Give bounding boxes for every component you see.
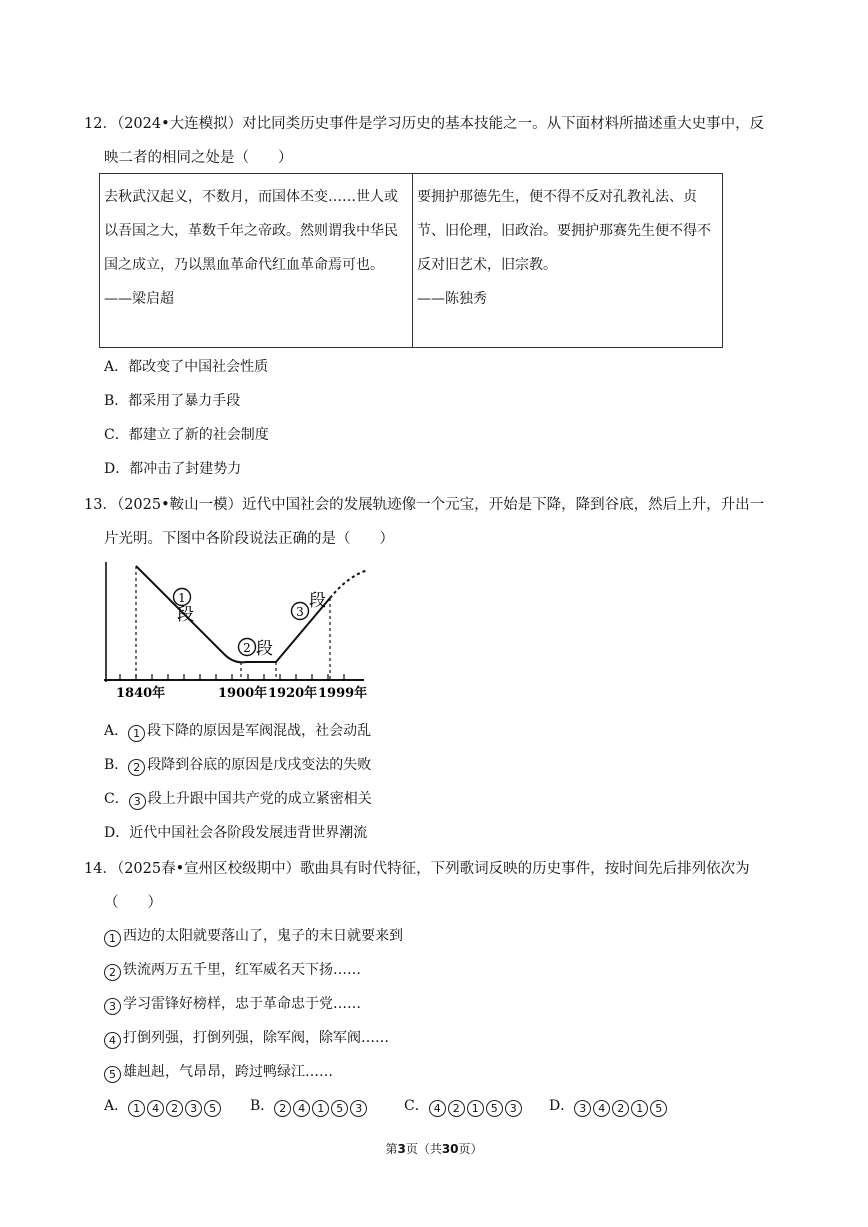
q13-trajectory-figure [100, 558, 375, 703]
q13-option-a-letter: A． [104, 723, 129, 739]
q14-option-d[interactable] [549, 1095, 669, 1117]
circle-2: 2 [128, 759, 145, 776]
circle-3: 3 [185, 1100, 202, 1117]
q14-option-b-letter: B． [250, 1098, 275, 1114]
circle-5: 5 [650, 1100, 667, 1117]
q14-stem-line2: （ ） [104, 895, 162, 911]
circle-4: 4 [293, 1100, 310, 1117]
q12-option-b[interactable]: B．都采用了暴力手段 [104, 393, 241, 409]
q12-option-d[interactable]: D．都冲击了封建势力 [104, 461, 242, 477]
circle-5: 5 [204, 1100, 221, 1117]
stage1-label: 段 [177, 605, 194, 625]
q13-option-d-text: 近代中国社会各阶段发展违背世界潮流 [129, 825, 368, 841]
circle-2: 2 [166, 1100, 183, 1117]
year-1900: 1900年 [218, 686, 268, 701]
q14-option-c-letter: C． [404, 1098, 429, 1114]
circle-3: 3 [129, 793, 146, 810]
q14-lyric-1-text: 西边的太阳就要落山了，鬼子的末日就要来到 [123, 928, 403, 944]
circle-1: 1 [128, 725, 145, 742]
q13-option-d-letter: D． [104, 825, 130, 841]
footer-suffix: 页） [458, 1142, 483, 1156]
circle-5: 5 [104, 1066, 121, 1083]
q14-lyric-1 [104, 925, 403, 947]
q12-right-source: ——陈独秀 [417, 291, 487, 307]
q14-lyric-5-text: 雄赳赳，气昂昂，跨过鸭绿江…… [123, 1064, 333, 1080]
q13-option-b[interactable] [104, 754, 371, 776]
circle-3: 3 [104, 998, 121, 1015]
footer-total-pages: 30 [441, 1142, 459, 1156]
q14-lyric-4 [104, 1027, 389, 1049]
circle-4: 4 [147, 1100, 164, 1117]
q12-stem-line1: 12．（2024•大连模拟）对比同类历史事件是学习历史的基本技能之一。从下面材料所描述重大史事中，反 [84, 116, 765, 132]
year-1920: 1920年 [268, 686, 318, 701]
q14-option-c[interactable] [404, 1095, 524, 1117]
circle-3: 3 [350, 1100, 367, 1117]
q13-option-a-text: 段下降的原因是军阀混战，社会动乱 [147, 723, 372, 739]
footer-prefix: 第 [385, 1142, 398, 1156]
circle-1: 1 [104, 930, 121, 947]
q14-option-b[interactable] [250, 1095, 369, 1117]
q12-left-text: 去秋武汉起义，不数月，而国体丕变……世人或以吾国之大，革数千年之帝政。然则谓我中华民国之成立，乃以黑血革命代红血革命焉可也。 [104, 189, 398, 273]
circle-3: 3 [574, 1100, 591, 1117]
circle-1: 1 [467, 1100, 484, 1117]
stage1-number: 1 [178, 591, 186, 605]
circle-5: 5 [486, 1100, 503, 1117]
q12-right-text: 要拥护那德先生，便不得不反对孔教礼法、贞节、旧伦理，旧政治。要拥护那赛先生便不得不反对旧艺术，旧宗教。 [417, 189, 711, 273]
q14-lyric-2-text: 铁流两万五千里，红军威名天下扬…… [123, 962, 361, 978]
q12-option-c[interactable]: C．都建立了新的社会制度 [104, 427, 269, 443]
q13-stem-line2: 片光明。下图中各阶段说法正确的是（ ） [104, 531, 394, 547]
stage2-label: 段 [256, 639, 273, 659]
year-1840: 1840年 [116, 686, 166, 701]
q13-option-a[interactable] [104, 720, 371, 742]
circle-4: 4 [104, 1032, 121, 1049]
q13-option-c[interactable] [104, 788, 372, 810]
stage3-label: 段 [309, 591, 326, 611]
q14-stem-line1: 14．（2025春•宣州区校级期中）歌曲具有时代特征，下列歌词反映的历史事件，按时间先后排列依次为 [84, 861, 750, 877]
q12-material-right [413, 174, 723, 348]
q14-option-a[interactable] [104, 1095, 223, 1117]
circle-4: 4 [429, 1100, 446, 1117]
q12-option-a[interactable]: A．都改变了中国社会性质 [104, 359, 269, 375]
q14-lyric-3-text: 学习雷锋好榜样，忠于革命忠于党…… [123, 996, 361, 1012]
q14-lyric-2 [104, 959, 361, 981]
q14-option-a-letter: A． [104, 1098, 129, 1114]
q12-stem-line2: 映二者的相同之处是（ ） [104, 150, 293, 166]
circle-2: 2 [612, 1100, 629, 1117]
q13-option-b-letter: B． [104, 757, 129, 773]
circle-4: 4 [593, 1100, 610, 1117]
page-footer [0, 1140, 868, 1157]
q12-material-left [100, 174, 413, 348]
stage2-number: 2 [243, 641, 251, 655]
stage3-number: 3 [296, 605, 304, 619]
q13-option-b-text: 段降到谷底的原因是戊戌变法的失败 [147, 757, 372, 773]
circle-2: 2 [448, 1100, 465, 1117]
circle-3: 3 [505, 1100, 522, 1117]
q13-stem-line1: 13．（2025•鞍山一模）近代中国社会的发展轨迹像一个元宝，开始是下降，降到谷底，然后上升，升出一 [84, 497, 765, 513]
q12-left-source: ——梁启超 [104, 291, 174, 307]
q13-option-d[interactable] [104, 822, 367, 842]
footer-page-number: 3 [397, 1142, 406, 1156]
q13-option-c-letter: C． [104, 791, 129, 807]
q12-material-table [99, 173, 723, 348]
circle-5: 5 [331, 1100, 348, 1117]
figure-trajectory-future [330, 570, 368, 598]
q14-lyric-3 [104, 993, 361, 1015]
circle-1: 1 [312, 1100, 329, 1117]
circle-1: 1 [631, 1100, 648, 1117]
year-1999: 1999年 [318, 686, 368, 701]
circle-1: 1 [128, 1100, 145, 1117]
circle-2: 2 [104, 964, 121, 981]
q13-option-c-text: 段上升跟中国共产党的成立紧密相关 [147, 791, 372, 807]
q14-lyric-5 [104, 1061, 333, 1083]
figure-drop-lines [136, 566, 330, 680]
circle-2: 2 [274, 1100, 291, 1117]
q14-lyric-4-text: 打倒列强，打倒列强，除军阀，除军阀…… [123, 1030, 389, 1046]
footer-middle: 页（共 [405, 1142, 442, 1156]
q14-option-d-letter: D． [549, 1098, 575, 1114]
